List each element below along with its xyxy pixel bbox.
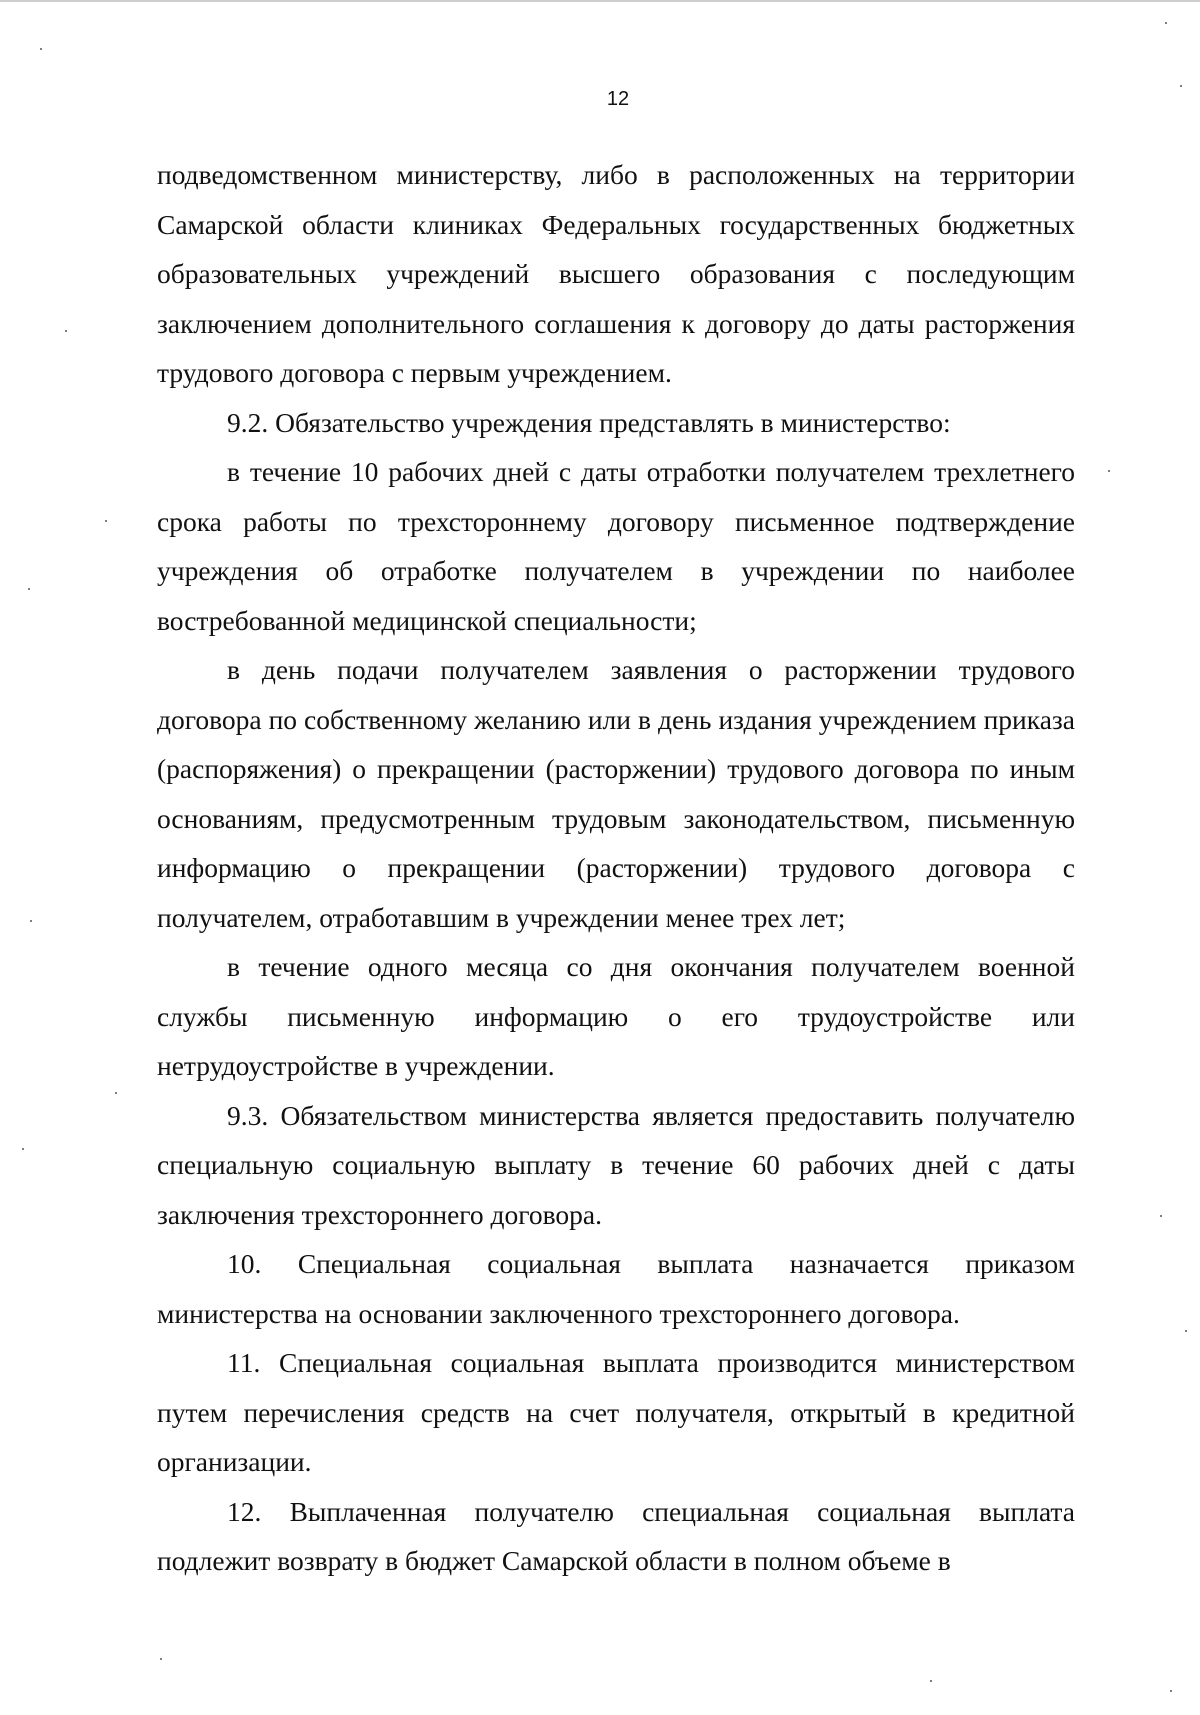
paragraph-9-2-item-3: в течение одного месяца со дня окончания получателем военной службы письменную информацию о его трудоустройстве или нетрудоустройстве в учреждении. bbox=[157, 951, 1075, 1081]
scan-speck bbox=[28, 588, 30, 590]
scan-speck bbox=[160, 1658, 162, 1660]
scan-speck bbox=[930, 1680, 932, 1682]
paragraph-11: 11. Специальная социальная выплата производится министерством путем перечисления средств на счет получателя, открытый в кредитной организации. bbox=[157, 1347, 1075, 1477]
paragraph-9-2: 9.2. Обязательство учреждения представлять в министерство: bbox=[227, 406, 951, 438]
paragraph-9-3: 9.3. Обязательством министерства является предоставить получателю специальную социальную выплату в течение 60 рабочих дней с даты заключения трехстороннего договора. bbox=[157, 1099, 1075, 1230]
scan-speck bbox=[30, 920, 32, 922]
scan-speck bbox=[1160, 1215, 1162, 1217]
paragraph-continuation: подведомственном министерству, либо в расположенных на территории Самарской области клиниках Федеральных государственных бюджетных образовательных учреждений высшего образования с последующим заключением дополнительного соглашения к договору до даты расторжения трудового договора с первым учреждением. bbox=[157, 159, 1075, 388]
scan-speck bbox=[1170, 1690, 1172, 1692]
scan-speck bbox=[1108, 470, 1110, 472]
scan-speck bbox=[22, 1148, 24, 1150]
scan-speck bbox=[1165, 22, 1167, 24]
scan-speck bbox=[40, 48, 42, 50]
scan-speck bbox=[1180, 85, 1182, 87]
paragraph-9-2-item-1: в течение 10 рабочих дней с даты отработки получателем трехлетнего срока работы по трехстороннему договору письменное подтверждение учреждения об отработке получателем в учреждении по наиболее востребованной медицинской специальности; bbox=[157, 456, 1075, 636]
paragraph-12: 12. Выплаченная получателю специальная социальная выплата подлежит возврату в бюджет Самарской области в полном объеме в bbox=[157, 1495, 1075, 1576]
scan-speck bbox=[65, 330, 67, 332]
scan-speck bbox=[105, 520, 107, 522]
scan-speck bbox=[115, 1092, 117, 1094]
paragraph-9-2-item-2: в день подачи получателем заявления о расторжении трудового договора по собственному желанию или в день издания учреждением приказа (распоряжения) о прекращении (расторжении) трудового договора по иным основаниям, предусмотренным трудовым законодательством, письменную информацию о прекращении (расторжении) трудового договора с получателем, отработавшим в учреждении менее трех лет; bbox=[157, 654, 1075, 933]
scan-speck bbox=[1185, 1330, 1187, 1332]
scan-edge bbox=[0, 0, 1200, 2]
page-number: 12 bbox=[606, 88, 630, 110]
paragraph-10: 10. Специальная социальная выплата назначается приказом министерства на основании заключенного трехстороннего договора. bbox=[157, 1248, 1075, 1329]
document-body bbox=[157, 150, 1075, 1586]
